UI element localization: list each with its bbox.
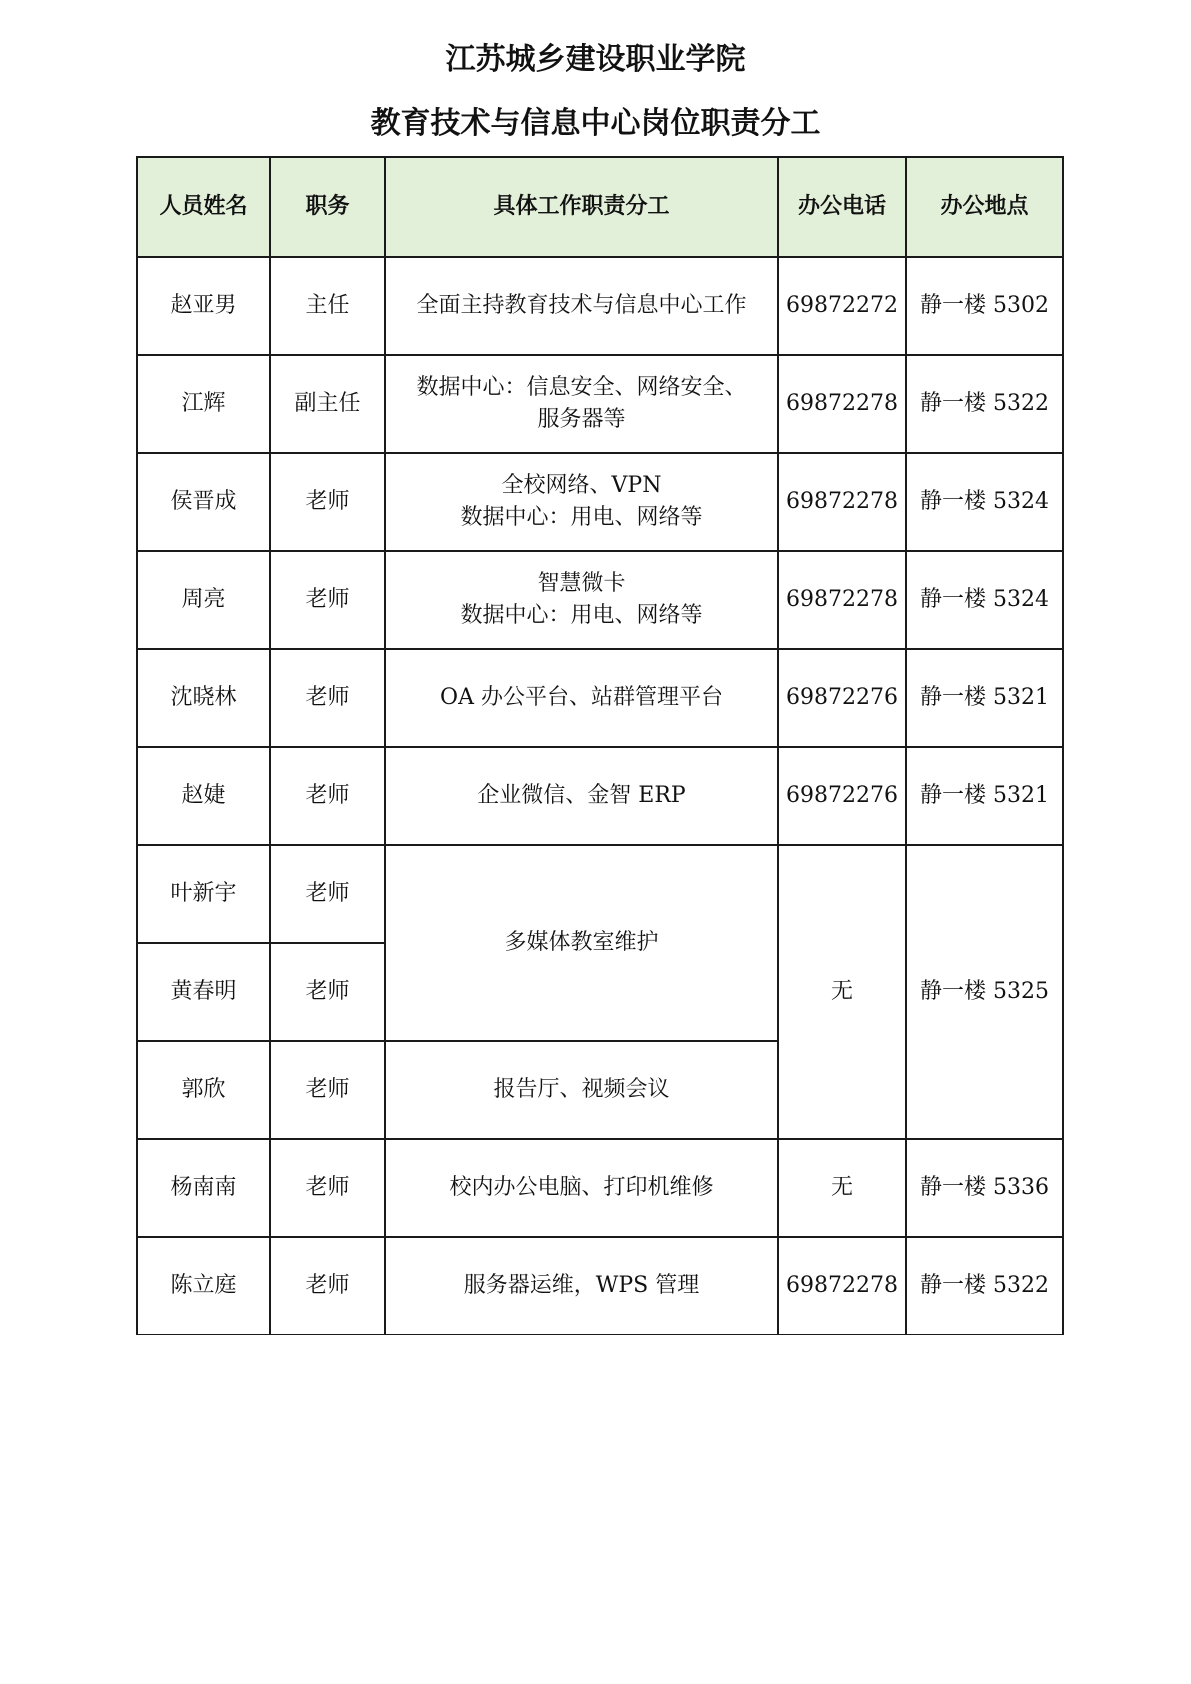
cell-duties xyxy=(385,649,778,747)
cell-phone: 69872276 xyxy=(778,649,906,747)
table-row xyxy=(137,1237,1063,1335)
duty-line: 企业微信、金智 ERP xyxy=(477,783,686,808)
duty-line: 数据中心：用电、网络等 xyxy=(460,505,703,530)
cell-location: 静一楼 5322 xyxy=(906,1237,1063,1335)
cell-phone: 无 xyxy=(778,1139,906,1237)
cell-position: 副主任 xyxy=(270,355,385,453)
cell-name: 沈晓林 xyxy=(137,649,270,747)
header-phone: 办公电话 xyxy=(778,157,906,257)
header-duties: 具体工作职责分工 xyxy=(385,157,778,257)
cell-position: 老师 xyxy=(270,1041,385,1139)
table-row xyxy=(137,355,1063,453)
duty-table xyxy=(136,156,1064,1335)
cell-duties xyxy=(385,453,778,551)
table-row xyxy=(137,551,1063,649)
cell-duties xyxy=(385,747,778,845)
cell-phone: 69872276 xyxy=(778,747,906,845)
cell-location-merged: 静一楼 5325 xyxy=(906,845,1063,1139)
cell-location: 静一楼 5324 xyxy=(906,453,1063,551)
cell-name: 陈立庭 xyxy=(137,1237,270,1335)
cell-phone: 69872278 xyxy=(778,551,906,649)
cell-location: 静一楼 5324 xyxy=(906,551,1063,649)
table-row xyxy=(137,257,1063,355)
cell-phone: 69872278 xyxy=(778,453,906,551)
cell-location: 静一楼 5322 xyxy=(906,355,1063,453)
cell-location: 静一楼 5321 xyxy=(906,649,1063,747)
cell-position: 老师 xyxy=(270,1139,385,1237)
table-header-row xyxy=(137,157,1063,257)
cell-duties xyxy=(385,551,778,649)
cell-position: 老师 xyxy=(270,1237,385,1335)
cell-phone: 69872272 xyxy=(778,257,906,355)
cell-name: 杨南南 xyxy=(137,1139,270,1237)
duty-line: 智慧微卡 xyxy=(537,571,626,596)
duty-line: 数据中心：信息安全、网络安全、 xyxy=(416,375,747,400)
duty-line: 服务器等 xyxy=(537,407,626,432)
table-row xyxy=(137,747,1063,845)
cell-location: 静一楼 5336 xyxy=(906,1139,1063,1237)
duty-line: 服务器运维，WPS 管理 xyxy=(463,1273,700,1298)
cell-phone-merged: 无 xyxy=(778,845,906,1139)
document-subtitle: 教育技术与信息中心岗位职责分工 xyxy=(370,106,821,141)
table-row xyxy=(137,649,1063,747)
cell-name: 侯晋成 xyxy=(137,453,270,551)
cell-duties-merged: 多媒体教室维护 xyxy=(385,845,778,1041)
header-name: 人员姓名 xyxy=(137,157,270,257)
table-row xyxy=(137,1139,1063,1237)
cell-name: 叶新宇 xyxy=(137,845,270,943)
cell-position: 老师 xyxy=(270,551,385,649)
cell-position: 老师 xyxy=(270,943,385,1041)
duty-line: 报告厅、视频会议 xyxy=(493,1077,670,1102)
cell-phone: 69872278 xyxy=(778,355,906,453)
duty-line: 全面主持教育技术与信息中心工作 xyxy=(416,293,747,318)
duty-line: 数据中心：用电、网络等 xyxy=(460,603,703,628)
cell-duties xyxy=(385,355,778,453)
cell-location: 静一楼 5321 xyxy=(906,747,1063,845)
cell-duties xyxy=(385,257,778,355)
duty-line: OA 办公平台、站群管理平台 xyxy=(440,685,723,710)
cell-duties xyxy=(385,1041,778,1139)
cell-location: 静一楼 5302 xyxy=(906,257,1063,355)
cell-position: 老师 xyxy=(270,747,385,845)
cell-position: 老师 xyxy=(270,453,385,551)
cell-name: 郭欣 xyxy=(137,1041,270,1139)
table-row xyxy=(137,845,1063,943)
table-row xyxy=(137,453,1063,551)
cell-duties xyxy=(385,1237,778,1335)
cell-duties xyxy=(385,1139,778,1237)
cell-name: 赵婕 xyxy=(137,747,270,845)
header-position: 职务 xyxy=(270,157,385,257)
cell-position: 老师 xyxy=(270,649,385,747)
cell-name: 周亮 xyxy=(137,551,270,649)
cell-name: 黄春明 xyxy=(137,943,270,1041)
cell-position: 主任 xyxy=(270,257,385,355)
cell-position: 老师 xyxy=(270,845,385,943)
cell-name: 江辉 xyxy=(137,355,270,453)
cell-name: 赵亚男 xyxy=(137,257,270,355)
duty-line: 校内办公电脑、打印机维修 xyxy=(449,1175,714,1200)
duty-line: 全校网络、VPN xyxy=(501,473,662,498)
cell-phone: 69872278 xyxy=(778,1237,906,1335)
document-title: 江苏城乡建设职业学院 xyxy=(445,42,746,77)
header-location: 办公地点 xyxy=(906,157,1063,257)
